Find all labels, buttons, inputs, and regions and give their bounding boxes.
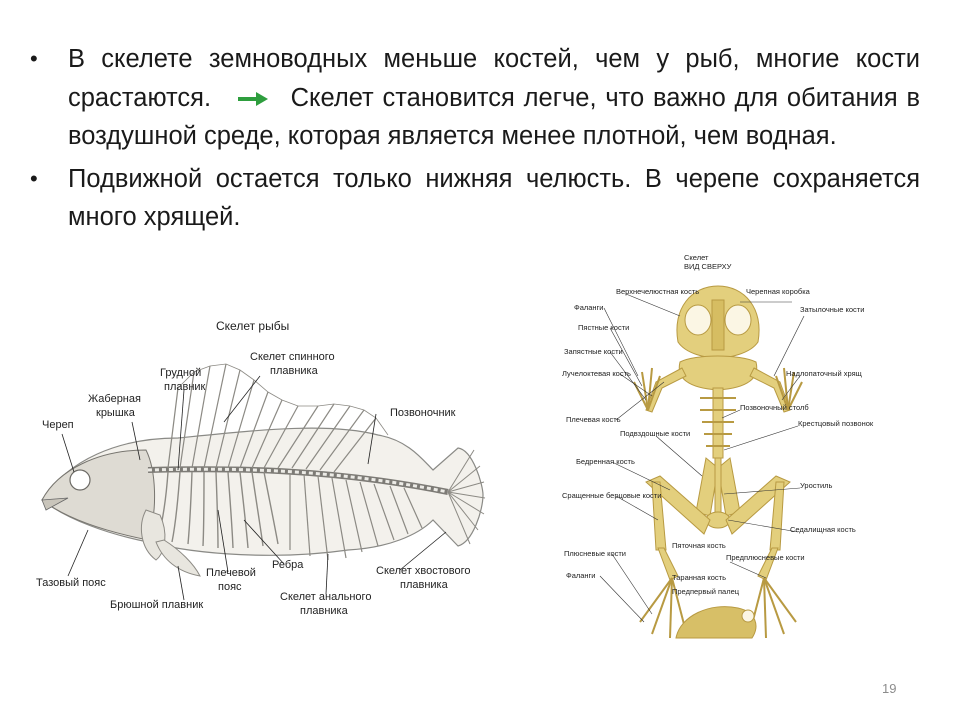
frog-label: Пяточная кость [672,541,726,550]
frog-label: Уростиль [800,481,833,490]
frog-skeleton-figure [560,250,874,650]
frog-label: Пястные кости [578,323,630,332]
bullet-text-part1: В скелете земноводных меньше костей, чем у рыб, многие кости срастаются. [68,45,920,112]
right-arrow-icon [238,92,268,106]
fish-label-pectoral-fin: Грудной [160,367,202,379]
frog-skeleton-illustration [634,286,802,638]
fish-label-dorsal-fin: плавника [270,365,318,377]
fish-label-pelvic-girdle: Тазовый пояс [36,577,106,589]
fish-label-anal-fin: Скелет анального [280,591,372,603]
frog-label: Бедренная кость [576,457,635,466]
frog-label: Надлопаточный хрящ [786,369,862,378]
fish-label-shoulder-girdle: пояс [218,581,242,593]
frog-label: Крестцовый позвонок [798,419,874,428]
bullet-list [30,40,920,241]
fish-label-dorsal-fin: Скелет спинного [250,351,335,363]
frog-label: Подвздошные кости [620,429,691,438]
frog-label: Сращенные берцовые кости [562,491,662,500]
frog-label: Седалищная кость [790,525,856,534]
bullet-dot: • [30,46,38,71]
frog-label: Черепная коробка [746,287,810,296]
page-number: 19 [882,681,897,696]
frog-label: Верхнечелюстная кость [616,287,700,296]
frog-label: Фаланги [574,303,604,312]
frog-label: Плечевая кость [566,415,621,424]
frog-label: Плюсневые кости [564,549,626,558]
frog-figure-header: ВИД СВЕРХУ [684,262,732,271]
fish-label-anal-fin: плавника [300,605,348,617]
fish-label-gill-cover: Жаберная [88,393,141,405]
fish-label-ribs: Ребра [272,559,304,571]
bullet-item-1 [30,40,920,156]
frog-label: Лучелоктевая кость [562,369,631,378]
fish-label-caudal-fin: Скелет хвостового [376,565,471,577]
fish-label-gill-cover: крышка [96,407,135,419]
frog-label: Таранная кость [672,573,726,582]
frog-label: Затылочные кости [800,305,865,314]
frog-figure-header: Скелет [684,253,709,262]
fish-label-pectoral-fin: плавник [164,381,206,393]
fish-label-caudal-fin: плавника [400,579,448,591]
frog-label: Позвоночный столб [740,403,809,412]
bullet-text-part2: Скелет становится легче, что важно для обитания в воздушной среде, которая является менее плотной, чем водная. [68,83,920,150]
bullet-dot: • [30,165,38,191]
frog-label: Запястные кости [564,347,623,356]
fish-label-shoulder-girdle: Плечевой [206,567,256,579]
bullet-item-2 [30,160,920,237]
frog-label: Предплюсневые кости [726,553,805,562]
fish-label-skull: Череп [42,419,74,431]
fish-skeleton-figure [28,310,490,630]
fish-label-ventral-fin: Брюшной плавник [110,599,204,611]
frog-label: Предпервый палец [672,587,740,596]
frog-label: Фаланги [566,571,596,580]
fish-label-spine: Позвоночник [390,407,456,419]
fish-figure-title: Скелет рыбы [216,319,290,333]
bullet-text: Подвижной остается только нижняя челюсть. В черепе сохраняется много хрящей. [68,164,920,231]
